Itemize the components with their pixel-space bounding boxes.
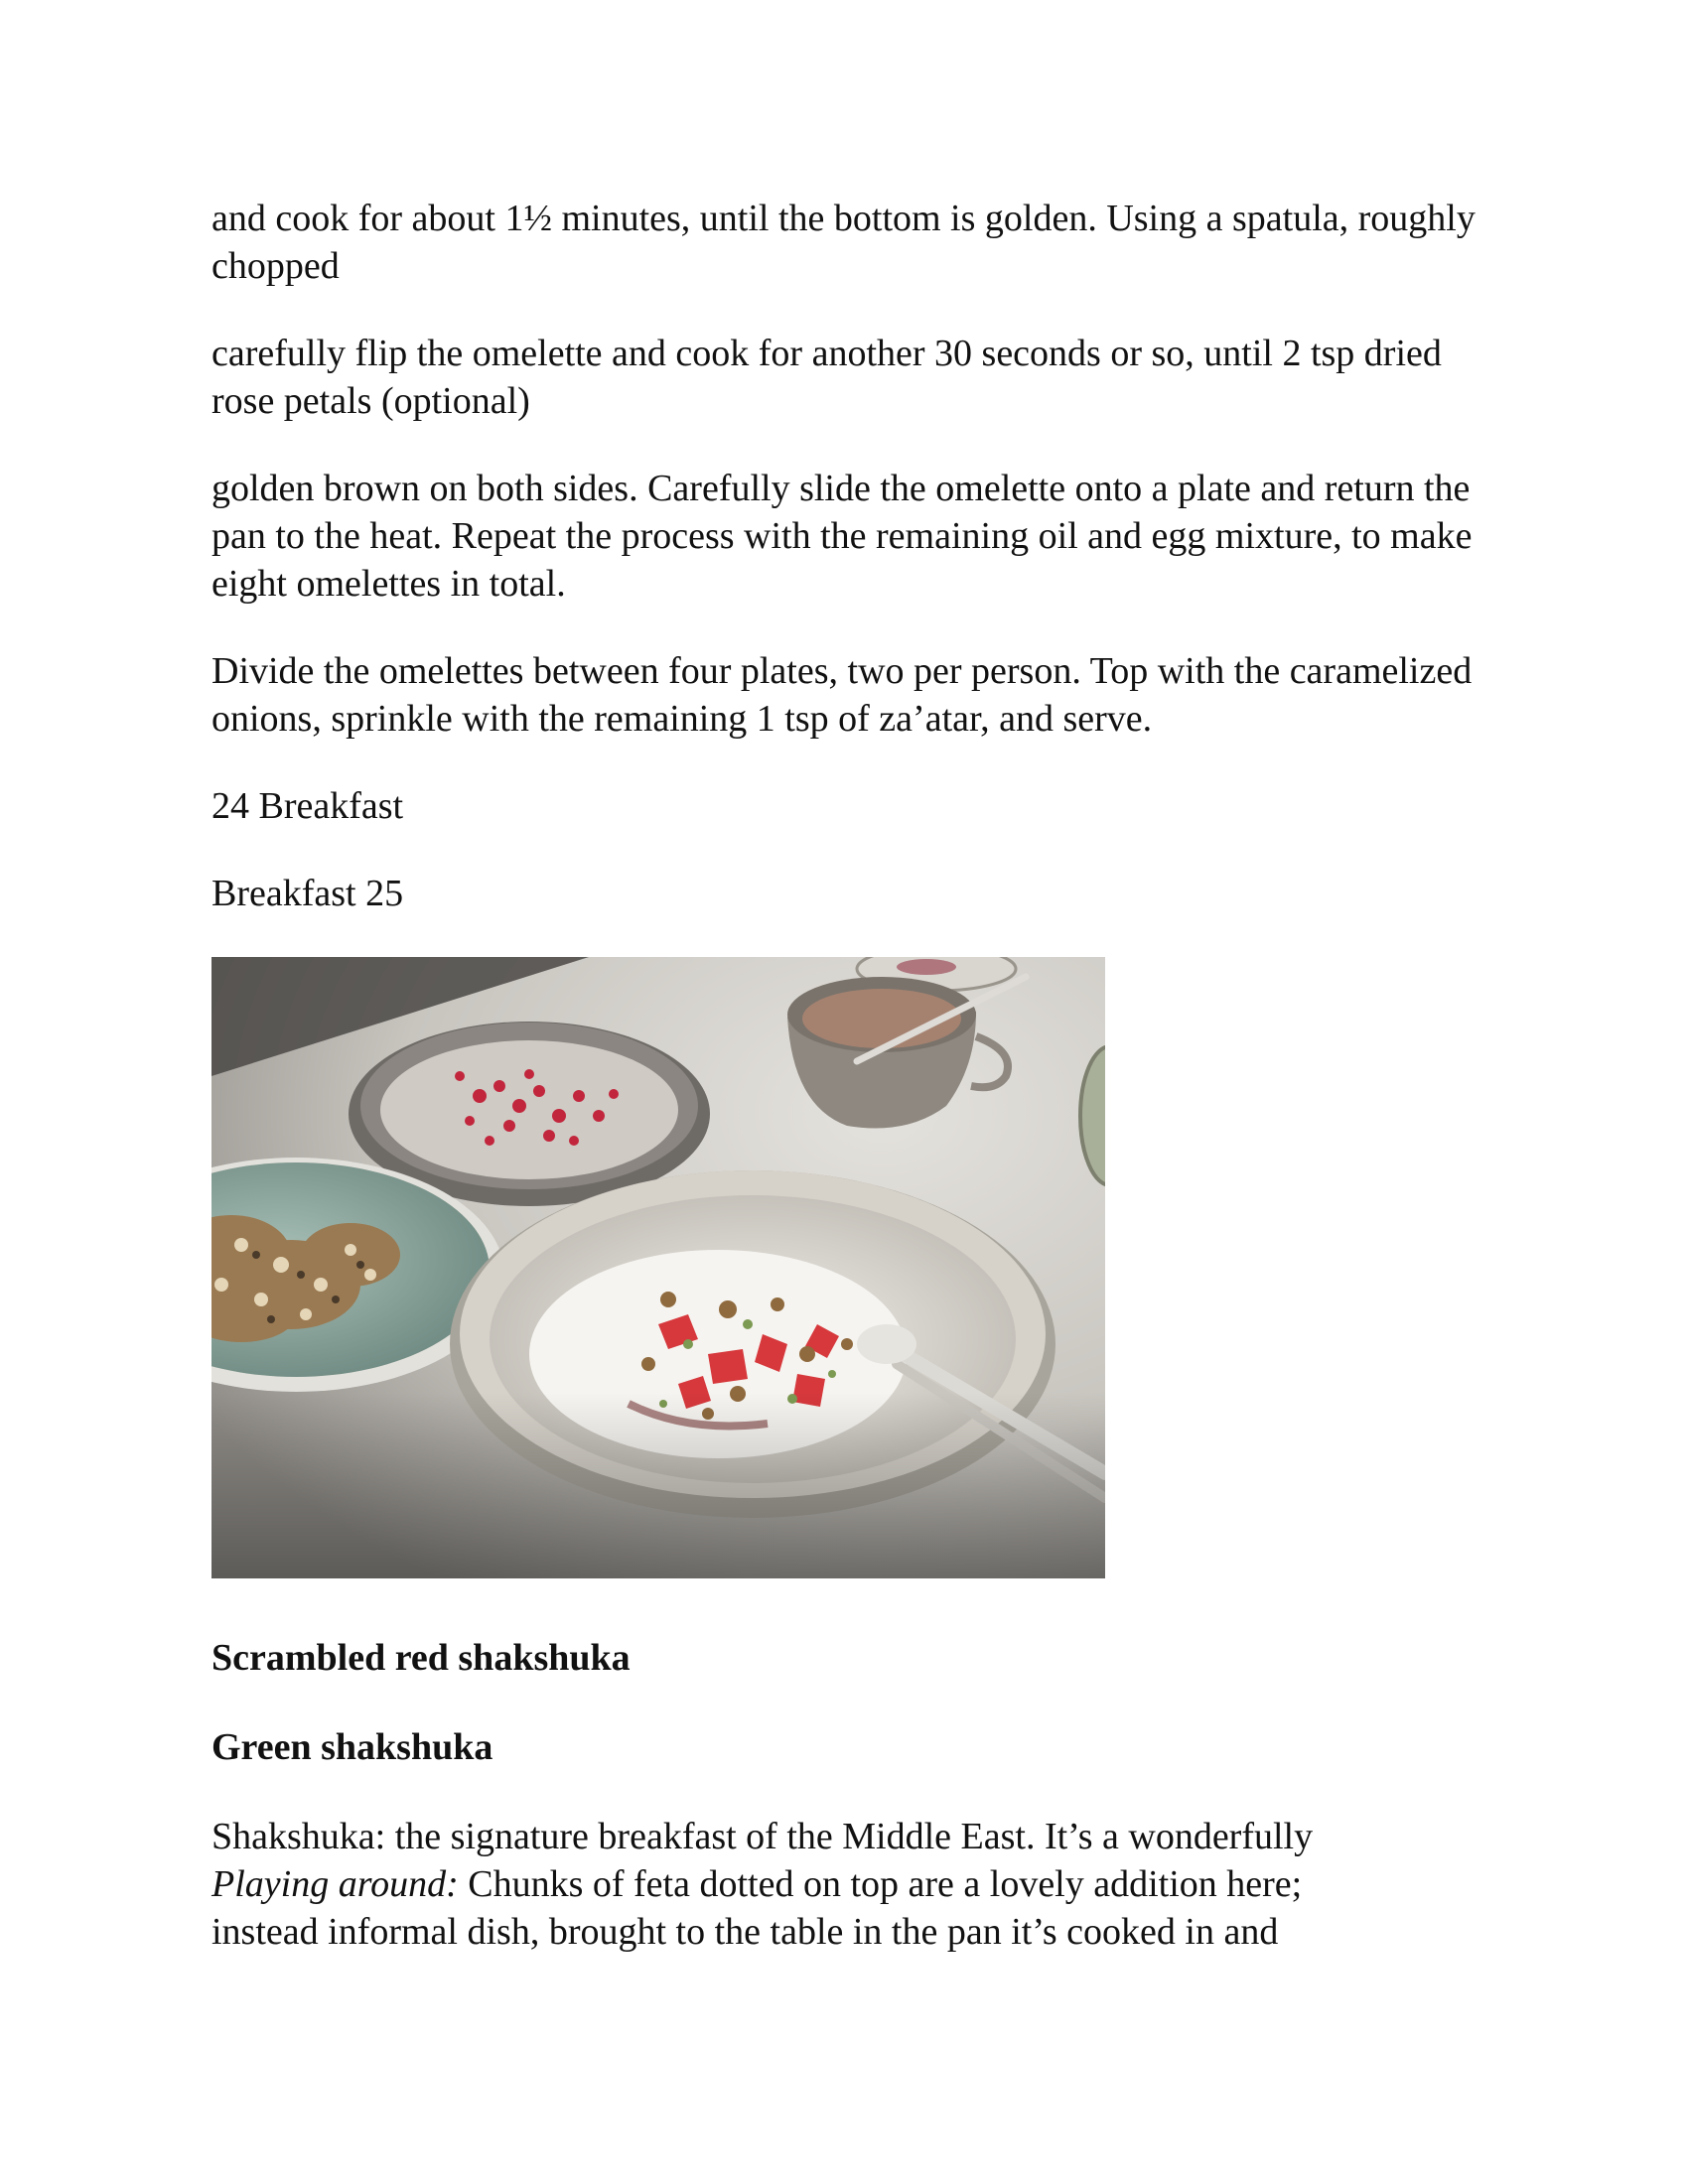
paragraph-shakshuka-intro [211,1813,1502,1956]
intro-line-2: Chunks of feta dotted on top are a lovely addition here; [458,1863,1303,1905]
paragraph-divide-omelettes: Divide the omelettes between four plates, two per person. Top with the caramelized onions, sprinkle with the remaining 1 tsp of za’atar, and serve. [211,650,1473,740]
intro-line-3: instead informal dish, brought to the table in the pan it’s cooked in and [211,1911,1279,1953]
playing-around-label: Playing around: [211,1863,459,1905]
heading-scrambled-red-shakshuka: Scrambled red shakshuka [211,1637,631,1679]
page-label-left: 24 Breakfast [211,785,404,827]
paragraph-cook-bottom: and cook for about 1½ minutes, until the bottom is golden. Using a spatula, roughly chopped [211,198,1476,287]
intro-line-1: Shakshuka: the signature breakfast of the Middle East. It’s a wonderfully [211,1816,1314,1857]
paragraph-flip-omelette: carefully flip the omelette and cook for another 30 seconds or so, until 2 tsp dried rose petals (optional) [211,333,1442,422]
breakfast-bowls-photo [211,957,1105,1578]
heading-green-shakshuka: Green shakshuka [211,1726,493,1768]
paragraph-golden-brown: golden brown on both sides. Carefully slide the omelette onto a plate and return the pan to the heat. Repeat the process with the remaining oil and egg mixture, to make eight omelettes in total. [211,468,1473,605]
page-label-right: Breakfast 25 [211,873,404,914]
page-content [211,195,1502,1995]
